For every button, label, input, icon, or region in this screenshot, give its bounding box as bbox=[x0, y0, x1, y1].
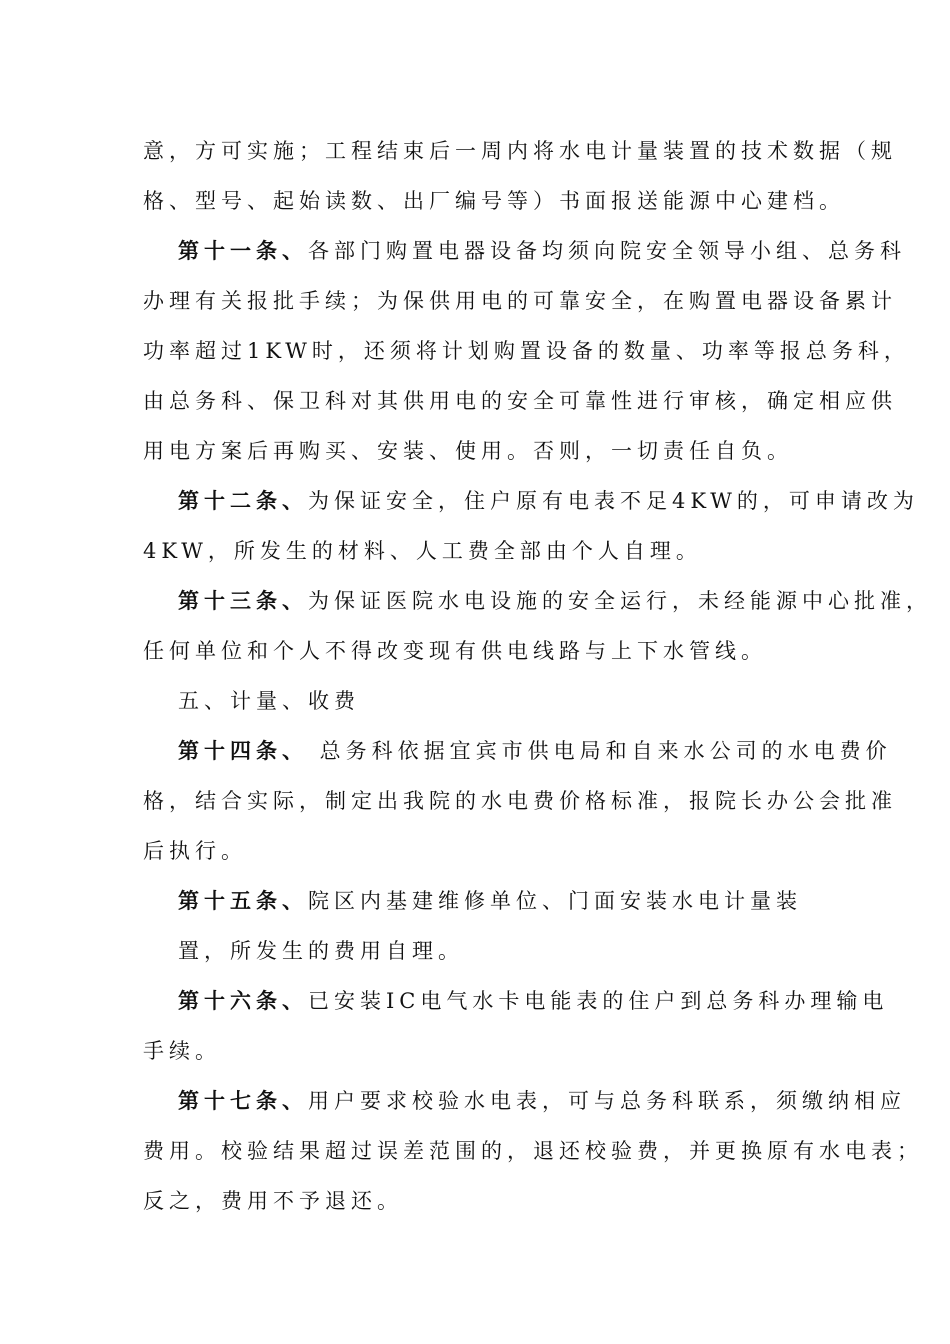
paragraph-line: 格、型号、起始读数、出厂编号等）书面报送能源中心建档。 bbox=[143, 189, 845, 213]
paragraph-line: 后执行。 bbox=[143, 839, 247, 863]
paragraph-line: 用电方案后再购买、安装、使用。否则，一切责任自负。 bbox=[143, 439, 793, 463]
article-17-text: 用户要求校验水电表，可与总务科联系，须缴纳相应 bbox=[308, 1089, 906, 1113]
article-12-line-1 bbox=[178, 486, 919, 516]
article-14-title: 第十四条、 bbox=[178, 738, 308, 763]
paragraph-line: 格，结合实际，制定出我院的水电费价格标准，报院长办公会批准 bbox=[143, 789, 897, 813]
article-14-text: 总务科依据宜宾市供电局和自来水公司的水电费价 bbox=[308, 739, 892, 763]
article-15-title: 第十五条、 bbox=[178, 888, 308, 913]
article-13-text: 为保证医院水电设施的安全运行，未经能源中心批准， bbox=[308, 589, 932, 613]
article-12-text: 为保证安全，住户原有电表不足4KW的，可申请改为 bbox=[308, 489, 919, 513]
article-15-line-1 bbox=[178, 886, 802, 916]
paragraph-line: 任何单位和个人不得改变现有供电线路与上下水管线。 bbox=[143, 639, 767, 663]
paragraph-line: 4KW，所发生的材料、人工费全部由个人自理。 bbox=[143, 539, 702, 563]
article-11-title: 第十一条、 bbox=[178, 238, 308, 263]
paragraph-line: 由总务科、保卫科对其供用电的安全可靠性进行审核，确定相应供 bbox=[143, 389, 897, 413]
article-11-text: 各部门购置电器设备均须向院安全领导小组、总务科 bbox=[308, 239, 906, 263]
paragraph-line: 功率超过1KW时，还须将计划购置设备的数量、功率等报总务科， bbox=[143, 339, 910, 363]
paragraph-line: 置，所发生的费用自理。 bbox=[178, 939, 464, 963]
article-16-line-1 bbox=[178, 986, 888, 1016]
paragraph-line: 意，方可实施；工程结束后一周内将水电计量装置的技术数据（规 bbox=[143, 139, 897, 163]
section-heading: 五、计量、收费 bbox=[178, 689, 360, 713]
article-13-title: 第十三条、 bbox=[178, 588, 308, 613]
article-14-line-1 bbox=[178, 736, 892, 766]
article-13-line-1 bbox=[178, 586, 932, 616]
paragraph-line: 费用。校验结果超过误差范围的，退还校验费，并更换原有水电表； bbox=[143, 1139, 923, 1163]
paragraph-line: 反之，费用不予退还。 bbox=[143, 1189, 403, 1213]
article-11-line-1 bbox=[178, 236, 906, 266]
article-12-title: 第十二条、 bbox=[178, 488, 308, 513]
paragraph-line: 手续。 bbox=[143, 1039, 221, 1063]
paragraph-line: 办理有关报批手续；为保供用电的可靠安全，在购置电器设备累计 bbox=[143, 289, 897, 313]
article-16-title: 第十六条、 bbox=[178, 988, 308, 1013]
article-17-line-1 bbox=[178, 1086, 906, 1116]
article-16-text: 已安装IC电气水卡电能表的住户到总务科办理输电 bbox=[308, 989, 889, 1013]
article-15-text: 院区内基建维修单位、门面安装水电计量装 bbox=[308, 889, 802, 913]
article-17-title: 第十七条、 bbox=[178, 1088, 308, 1113]
